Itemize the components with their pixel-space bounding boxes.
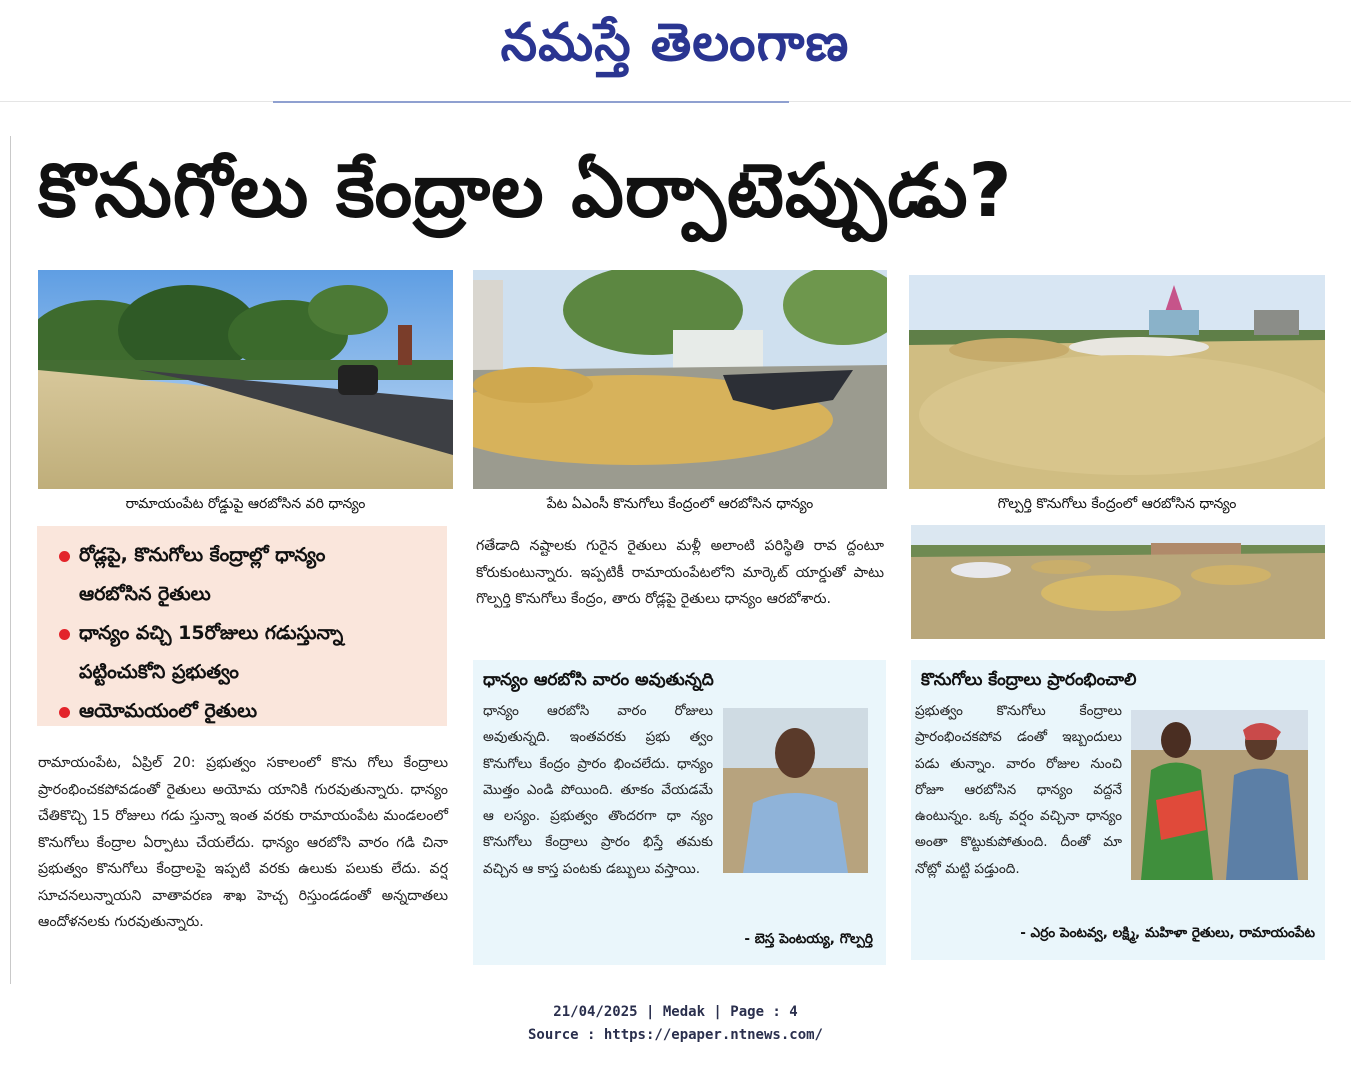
headline: కొనుగోలు కేంద్రాల ఏర్పాటెప్పుడు? — [38, 148, 1013, 234]
bullet-icon — [59, 551, 70, 562]
farmer-quote-box-2 — [911, 660, 1325, 960]
article-continuation: గతేడాది నష్టాలకు గురైన రైతులు మళ్లీ అలాంటి పరిస్థితి రావ ద్దంటూ కోరుకుంటున్నారు. ఇప్పటికీ రామాయంపేటలోని మార్కెట్ యార్డుతో పాటు గొల్పర్తి కొనుగోలు కేంద్రం, తారు రోడ్లపై రైతులు ధాన్యం ఆరబోశారు. — [476, 538, 884, 607]
photo-caption-3: గొల్పర్తి కొనుగోలు కేంద్రంలో ఆరబోసిన ధాన్యం — [997, 496, 1237, 512]
highlight-item: రోడ్లపై, కొనుగోలు కేంద్రాల్లో ధాన్యం — [59, 536, 437, 575]
quote-text-1: ధాన్యం ఆరబోసి వారం రోజులు అవుతున్నది. ఇంతవరకు ప్రభు త్వం కొనుగోలు కేంద్రం ప్రారం భించలేదు. ధాన్యం మొత్తం ఎండి పోయింది. తూకం వేయడమే ఆ లస్యం. ప్రభుత్వం తొందరగా ధా న్యం కొనుగోలు కేంద్రాలు ప్రారం భిస్తే తమకు వచ్చిన ఆ కాస్త పంటకు డబ్బులు వస్తాయి. — [483, 703, 713, 877]
highlight-item: ఆరబోసిన రైతులు — [79, 583, 211, 605]
page-border — [10, 136, 11, 984]
masthead — [0, 0, 1351, 104]
highlight-item: ధాన్యం వచ్చి 15రోజులు గడుస్తున్నా — [59, 614, 437, 653]
photo-caption-2: పేట ఏఎంసీ కొనుగోలు కేంద్రంలో ఆరబోసిన ధాన్యం — [546, 496, 814, 512]
farmer-quote-box-1 — [473, 660, 886, 965]
article-lead: రామాయంపేట, ఏప్రిల్ 20: ప్రభుత్వం సకాలంలో కొను గోలు కేంద్రాలు ప్రారంభించకపోవడంతో రైతులు అయోమ యానికి గురవుతున్నారు. ధాన్యం చేతికొచ్చి 15 రోజులు గడు స్తున్నా ఇంత వరకు రామాయంపేట మండలంలో కొనుగోలు కేంద్రాల ఏర్పాటు చేయలేదు. ధాన్యం ఆరబోసి వారం గడి చినా ప్రభుత్వం కొనుగోలు కేంద్రాలపై ఇప్పటి వరకు ఉలుకు పలుకు లేదు. వర్ష సూచనలున్నాయని వాతావరణ శాఖ హెచ్చ రిస్తుండడంతో అన్నదాతలు ఆందోళనలకు గురవుతున్నారు. — [38, 755, 448, 930]
paddy-heaps-field-photo — [911, 525, 1325, 639]
quote-title-1: ధాన్యం ఆరబోసి వారం అవుతున్నది — [483, 670, 714, 690]
footer-source: Source : https://epaper.ntnews.com/ — [527, 1027, 823, 1043]
bullet-icon — [59, 629, 70, 640]
quote-signature-1: - బెస్త పెంటయ్య, గొల్పర్తి — [744, 931, 873, 947]
paddy-at-market-yard-photo — [473, 270, 887, 489]
quote-title-2: కొనుగోలు కేంద్రాలు ప్రారంభించాలి — [921, 670, 1137, 690]
footer-dateline: 21/04/2025 | Medak | Page : 4 — [553, 1004, 798, 1020]
highlights-box — [37, 526, 447, 726]
highlight-item: పట్టించుకోని ప్రభుత్వం — [79, 661, 239, 683]
quote-text-2: ప్రభుత్వం కొనుగోలు కేంద్రాలు ప్రారంభించకపోవ డంతో ఇబ్బందులు పడు తున్నాం. వారం రోజుల నుంచి రోజూ ఆరబోసిన ధాన్యం వద్దనే ఉంటున్నం. ఒక్క వర్షం వచ్చినా ధాన్యం అంతా కొట్టుకుపోతుంది. దీంతో మా నోట్లో మట్టి పడ్తుంది. — [915, 703, 1122, 877]
newspaper-logo: నమస్తే తెలంగాణ — [500, 12, 850, 73]
highlight-item: ఆయోమయంలో రైతులు — [59, 692, 437, 731]
paddy-on-road-photo — [38, 270, 453, 489]
bullet-icon — [59, 707, 70, 718]
masthead-accent-line — [273, 101, 789, 103]
quote-signature-2: - ఎర్రం పెంటవ్వ, లక్ష్మి, మహిళా రైతులు, రామాయంపేట — [1020, 925, 1315, 941]
farmer-portrait-photo — [723, 708, 868, 873]
women-farmers-photo — [1131, 710, 1308, 880]
paddy-near-temple-photo — [909, 275, 1325, 489]
photo-caption-1: రామాయంపేట రోడ్డుపై ఆరబోసిన వరి ధాన్యం — [125, 496, 366, 512]
